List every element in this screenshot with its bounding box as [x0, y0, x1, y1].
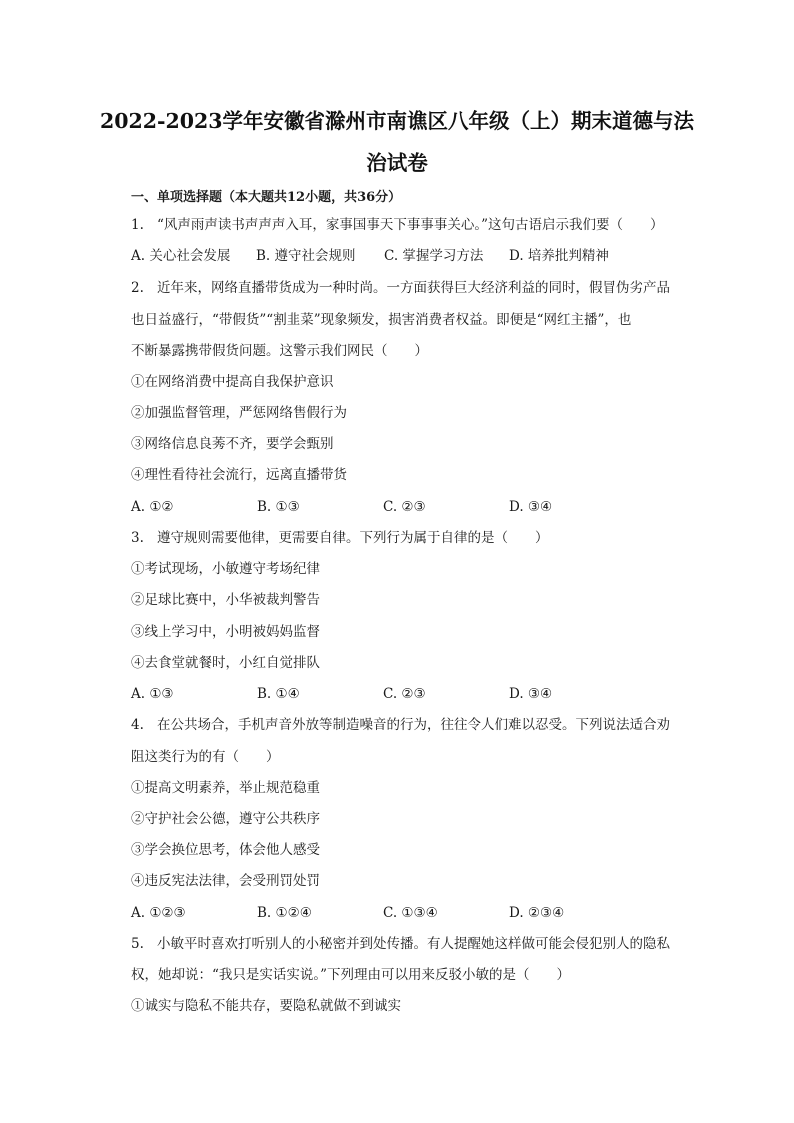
q3-item-1: ①考试现场，小敏遵守考场纪律	[131, 561, 320, 577]
q4-item-2: ②守护社会公德，遵守公共秩序	[131, 811, 320, 827]
q1-option-c[interactable]: C. 掌握学习方法	[384, 248, 484, 264]
q4-number: 4.	[131, 717, 144, 733]
q3-options	[131, 683, 591, 705]
q2-option-d[interactable]: D. ③④	[509, 499, 553, 515]
q5-item-1: ①诚实与隐私不能共存，要隐私就做不到诚实	[131, 998, 401, 1014]
exam-title-line-1: 2022-2023学年安徽省滁州市南谯区八年级（上）期末道德与法	[99, 109, 695, 133]
q2-stem-line-3: 不断暴露携带假货问题。这警示我们网民（ ）	[131, 343, 428, 359]
section-heading: 一、单项选择题（本大题共12小题，共36分）	[131, 190, 402, 205]
q3-item-2: ②足球比赛中，小华被裁判警告	[131, 592, 320, 608]
q2-options	[131, 496, 591, 518]
q2-stem-line-2: 也日益盛行，“带假货”“割韭菜”现象频发，损害消费者权益。即便是“网红主播”，也	[131, 312, 632, 328]
q1-number: 1.	[131, 217, 144, 233]
q2-option-c[interactable]: C. ②③	[383, 499, 426, 515]
q3-option-c[interactable]: C. ②③	[383, 686, 426, 702]
q4-stem-line-1	[131, 714, 670, 736]
q2-item-3: ③网络信息良莠不齐，要学会甄别	[131, 436, 334, 452]
q3-stem	[131, 527, 549, 549]
q4-item-3: ③学会换位思考，体会他人感受	[131, 842, 320, 858]
q3-stem-text: 遵守规则需要他律，更需要自律。下列行为属于自律的是（ ）	[157, 530, 549, 546]
exam-title-line-2: 治试卷	[366, 151, 428, 175]
q2-item-4: ④理性看待社会流行，远离直播带货	[131, 467, 347, 483]
q3-option-b[interactable]: B. ①④	[257, 686, 300, 702]
q1-option-d[interactable]: D. 培养批判精神	[509, 248, 609, 264]
q4-item-1: ①提高文明素养，举止规范稳重	[131, 780, 320, 796]
q2-option-a[interactable]: A. ①②	[131, 499, 174, 515]
q2-item-1: ①在网络消费中提高自我保护意识	[131, 374, 334, 390]
q3-item-4: ④去食堂就餐时，小红自觉排队	[131, 655, 320, 671]
q4-option-b[interactable]: B. ①②④	[257, 905, 312, 921]
q5-stem-text-1: 小敏平时喜欢打听别人的小秘密并到处传播。有人提醒她这样做可能会侵犯别人的隐私	[157, 936, 670, 952]
q4-option-d[interactable]: D. ②③④	[509, 905, 565, 921]
q1-stem-text: “风声雨声读书声声声入耳，家事国事天下事事事关心。”这句古语启示我们要（ ）	[157, 217, 664, 233]
q4-option-a[interactable]: A. ①②③	[131, 905, 186, 921]
q1-stem	[131, 214, 664, 236]
q1-option-b[interactable]: B. 遵守社会规则	[256, 248, 356, 264]
q4-options	[131, 902, 591, 924]
q5-number: 5.	[131, 936, 144, 952]
q3-number: 3.	[131, 530, 144, 546]
q2-stem-line-1	[131, 277, 670, 299]
q1-option-a[interactable]: A. 关心社会发展	[131, 248, 231, 264]
q5-stem-line-1	[131, 933, 670, 955]
q2-number: 2.	[131, 280, 144, 296]
q5-stem-line-2: 权，她却说：“我只是实话实说。”下列理由可以用来反驳小敏的是（ ）	[131, 967, 571, 983]
q4-item-4: ④违反宪法法律，会受刑罚处罚	[131, 873, 320, 889]
q2-stem-text-1: 近年来，网络直播带货成为一种时尚。一方面获得巨大经济利益的同时，假冒伪劣产品	[157, 280, 670, 296]
q2-option-b[interactable]: B. ①③	[257, 499, 300, 515]
q2-item-2: ②加强监督管理，严惩网络售假行为	[131, 405, 347, 421]
q4-option-c[interactable]: C. ①③④	[383, 905, 438, 921]
q4-stem-line-2: 阻这类行为的有（ ）	[131, 749, 280, 765]
q3-option-d[interactable]: D. ③④	[509, 686, 553, 702]
q1-options	[131, 245, 651, 267]
q3-option-a[interactable]: A. ①③	[131, 686, 174, 702]
q4-stem-text-1: 在公共场合，手机声音外放等制造噪音的行为，往往令人们难以忍受。下列说法适合劝	[157, 717, 670, 733]
q3-item-3: ③线上学习中，小明被妈妈监督	[131, 624, 320, 640]
